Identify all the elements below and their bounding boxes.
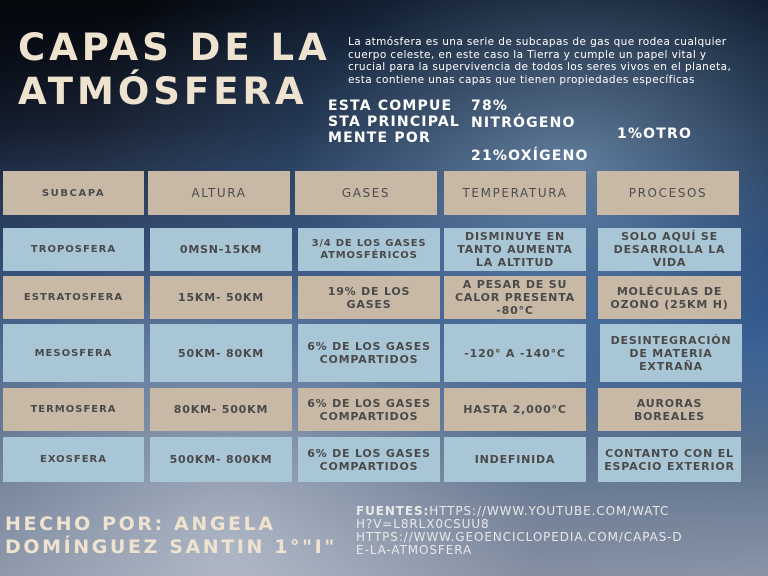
page-title: [18, 26, 348, 114]
header-subcapa: SUBCAPA: [3, 171, 144, 215]
table-row-troposfera-gases: 3/4 DE LOS GASES ATMOSFÉRICOS: [298, 228, 440, 271]
table-row-exosfera-temp: INDEFINIDA: [444, 437, 586, 482]
table-row-troposfera-name: TROPOSFERA: [3, 228, 144, 271]
composition-other: 1%OTRO: [617, 126, 693, 142]
source-link-youtube[interactable]: HTTPS://WWW.YOUTUBE.COM/WATCH?V=L8RLX0CSUU8: [356, 504, 670, 531]
table-row-mesosfera-name: MESOSFERA: [3, 324, 144, 382]
table-row-termosfera-name: TERMOSFERA: [3, 388, 144, 431]
table-row-exosfera-process: CONTANTO CON EL ESPACIO EXTERIOR: [598, 437, 741, 482]
source-link-geoenciclopedia[interactable]: HTTPS://WWW.GEOENCICLOPEDIA.COM/CAPAS-DE-LA-ATMOSFERA: [356, 530, 683, 557]
table-row-troposfera-process: SOLO AQUÍ SE DESARROLLA LA VIDA: [598, 228, 741, 271]
sources-block: [356, 505, 686, 557]
author-credit: HECHO POR: ANGELA DOMÍNGUEZ SANTIN 1°"I": [5, 513, 337, 558]
table-row-mesosfera-temp: -120° A -140°C: [444, 324, 586, 382]
sources-label: FUENTES:: [356, 504, 430, 518]
table-row-termosfera-temp: HASTA 2,000°C: [444, 388, 586, 431]
header-altura: ALTURA: [148, 171, 290, 215]
table-row-estratosfera-temp: A PESAR DE SU CALOR PRESENTA -80°C: [444, 276, 586, 319]
header-procesos: PROCESOS: [597, 171, 739, 215]
table-row-estratosfera-process: MOLÉCULAS DE OZONO (25KM H): [598, 276, 741, 319]
table-row-estratosfera-gases: 19% DE LOS GASES: [298, 276, 440, 319]
table-row-mesosfera-gases: 6% DE LOS GASES COMPARTIDOS: [298, 324, 440, 382]
table-row-estratosfera-name: ESTRATOSFERA: [3, 276, 144, 319]
table-row-estratosfera-height: 15KM- 50KM: [150, 276, 292, 319]
title-line-1: CAPAS DE LA: [18, 26, 331, 69]
table-row-mesosfera-height: 50KM- 80KM: [150, 324, 292, 382]
table-row-termosfera-gases: 6% DE LOS GASES COMPARTIDOS: [298, 388, 440, 431]
table-row-troposfera-temp: DISMINUYE EN TANTO AUMENTA LA ALTITUD: [444, 228, 586, 271]
table-row-exosfera-name: EXOSFERA: [3, 437, 144, 482]
composition-nitrogen: 78% NITRÓGENO: [471, 98, 576, 131]
table-row-mesosfera-process: DESINTEGRACIÓN DE MATERIA EXTRAÑA: [600, 324, 742, 382]
header-gases: GASES: [295, 171, 437, 215]
header-temperatura: TEMPERATURA: [444, 171, 586, 215]
table-row-termosfera-height: 80KM- 500KM: [150, 388, 292, 431]
table-row-troposfera-height: 0MSN-15KM: [150, 228, 292, 271]
composition-oxygen: 21%OXÍGENO: [471, 148, 589, 164]
table-row-termosfera-process: AURORAS BOREALES: [598, 388, 741, 431]
intro-text: La atmósfera es una serie de subcapas de gas que rodea cualquier cuerpo celeste, en este caso la Tierra y cumple un papel vital y crucial para la supervivencia de todos los seres vivos en el planeta, esta contiene unas capas que tienen propiedades específicas: [348, 36, 732, 86]
table-row-exosfera-height: 500KM- 800KM: [150, 437, 292, 482]
composition-label: ESTA COMPUESTA PRINCIPALMENTE POR: [328, 98, 461, 146]
table-row-exosfera-gases: 6% DE LOS GASES COMPARTIDOS: [298, 437, 440, 482]
title-line-2: ATMÓSFERA: [18, 70, 308, 113]
